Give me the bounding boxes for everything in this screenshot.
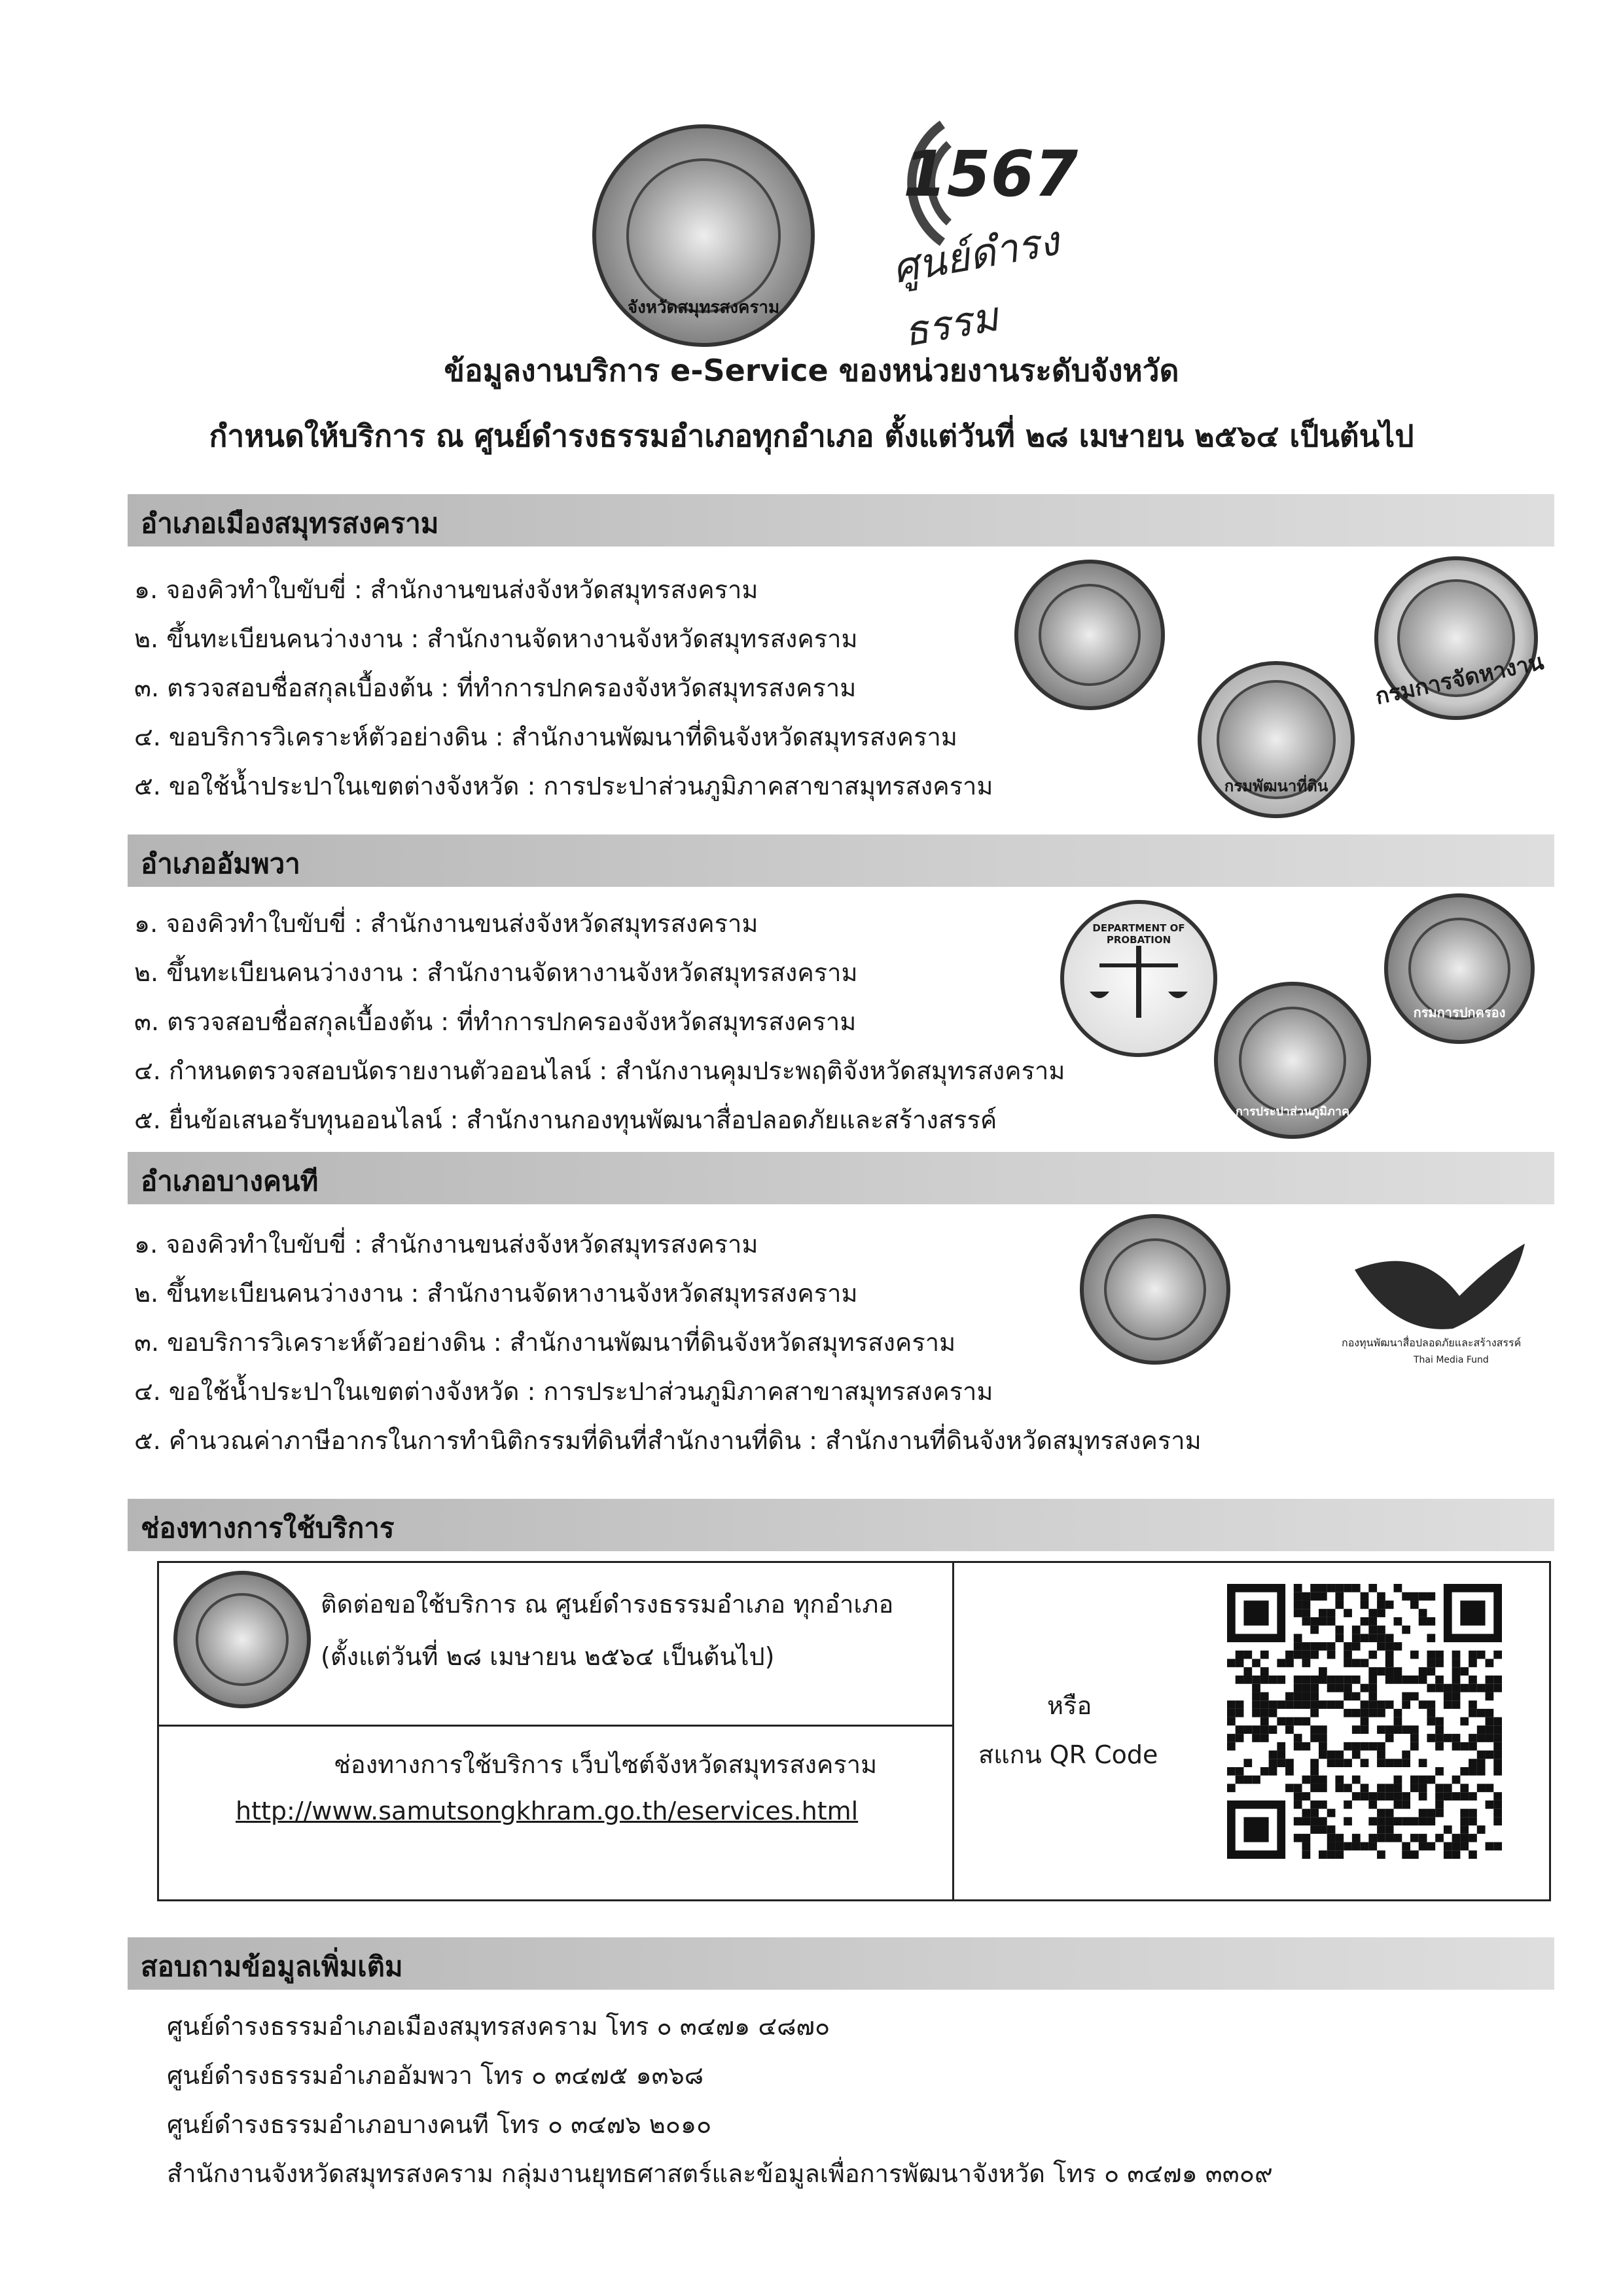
list-item: ๑. จองคิวทำใบขับขี่ : สำนักงานขนส่งจังหวัดสมุทรสงคราม bbox=[134, 575, 758, 604]
thai-media-fund-caption-en: Thai Media Fund bbox=[1414, 1355, 1489, 1365]
dlt-seal bbox=[1014, 560, 1165, 710]
qr-code[interactable] bbox=[1227, 1584, 1502, 1859]
section-heading-channels: ช่องทางการใช้บริการ bbox=[141, 1512, 395, 1544]
contact-line-1: ติดต่อขอใช้บริการ ณ ศูนย์ดำรงธรรมอำเภอ ทุกอำเภอ bbox=[321, 1590, 894, 1619]
qr-code-image bbox=[1227, 1584, 1502, 1859]
section-heading-bar-bangkhonthi bbox=[128, 1152, 1554, 1204]
dopa-seal bbox=[1384, 893, 1535, 1044]
inquiry-line: ศูนย์ดำรงธรรมอำเภออัมพวา โทร ๐ ๓๔๗๕ ๑๓๖๘ bbox=[167, 2061, 704, 2090]
dopa-seal-caption: กรมการปกครอง bbox=[1413, 1005, 1506, 1020]
inquiry-line: สำนักงานจังหวัดสมุทรสงคราม กลุ่มงานยุทธศาสตร์และข้อมูลเพื่อการพัฒนาจังหวัด โทร ๐ ๓๔๗๑ ๓๓๐๙ bbox=[167, 2159, 1273, 2188]
list-item: ๓. ตรวจสอบชื่อสกุลเบื้องต้น : ที่ทำการปกครองจังหวัดสมุทรสงคราม bbox=[134, 673, 857, 702]
scales-of-justice-icon bbox=[1060, 900, 1217, 1057]
list-item: ๕. ขอใช้น้ำประปาในเขตต่างจังหวัด : การประปาส่วนภูมิภาคสาขาสมุทรสงคราม bbox=[134, 772, 993, 800]
province-seal bbox=[592, 124, 815, 347]
or-label: หรือ bbox=[1047, 1691, 1092, 1720]
list-item: ๒. ขึ้นทะเบียนคนว่างงาน : สำนักงานจัดหางานจังหวัดสมุทรสงคราม bbox=[134, 624, 858, 653]
section-heading-bar-mueang bbox=[128, 494, 1554, 547]
dove-icon bbox=[1342, 1230, 1538, 1348]
list-item: ๑. จองคิวทำใบขับขี่ : สำนักงานขนส่งจังหวัดสมุทรสงคราม bbox=[134, 909, 758, 938]
dol-seal bbox=[1080, 1214, 1230, 1365]
list-item: ๕. ยื่นข้อเสนอรับทุนออนไลน์ : สำนักงานกองทุนพัฒนาสื่อปลอดภัยและสร้างสรรค์ bbox=[134, 1105, 997, 1134]
channels-box-divider-horizontal bbox=[157, 1725, 954, 1727]
list-item: ๓. ตรวจสอบชื่อสกุลเบื้องต้น : ที่ทำการปกครองจังหวัดสมุทรสงคราม bbox=[134, 1007, 857, 1036]
thai-media-fund-logo bbox=[1342, 1230, 1538, 1381]
inquiry-line: ศูนย์ดำรงธรรมอำเภอเมืองสมุทรสงคราม โทร ๐ ๓๔๗๑ ๔๘๗๐ bbox=[167, 2012, 830, 2041]
ldd-seal-caption: กรมพัฒนาที่ดิน bbox=[1224, 777, 1329, 795]
list-item: ๑. จองคิวทำใบขับขี่ : สำนักงานขนส่งจังหวัดสมุทรสงคราม bbox=[134, 1230, 758, 1259]
section-heading-inquiry: สอบถามข้อมูลเพิ่มเติม bbox=[141, 1950, 403, 1982]
list-item: ๔. ขอบริการวิเคราะห์ตัวอย่างดิน : สำนักงานพัฒนาที่ดินจังหวัดสมุทรสงคราม bbox=[134, 723, 957, 751]
province-seal-emblem bbox=[626, 158, 781, 313]
province-seal-caption: จังหวัดสมุทรสงคราม bbox=[627, 298, 780, 317]
pwa-seal-caption: การประปาส่วนภูมิภาค bbox=[1235, 1105, 1350, 1119]
section-heading-mueang: อำเภอเมืองสมุทรสงคราม bbox=[141, 507, 439, 539]
probation-seal bbox=[1060, 900, 1217, 1057]
thai-media-fund-caption-th: กองทุนพัฒนาสื่อปลอดภัยและสร้างสรรค์ bbox=[1342, 1336, 1522, 1349]
list-item: ๓. ขอบริการวิเคราะห์ตัวอย่างดิน : สำนักงานพัฒนาที่ดินจังหวัดสมุทรสงคราม bbox=[134, 1328, 956, 1357]
doe-seal bbox=[1373, 556, 1546, 720]
list-item: ๔. ขอใช้น้ำประปาในเขตต่างจังหวัด : การประปาส่วนภูมิภาคสาขาสมุทรสงคราม bbox=[134, 1377, 993, 1406]
logo-1567-number: 1567 bbox=[903, 137, 1079, 211]
scan-qr-label: สแกน QR Code bbox=[978, 1740, 1158, 1769]
section-heading-bar-channels bbox=[128, 1499, 1554, 1551]
section-heading-amphawa: อำเภออัมพวา bbox=[141, 848, 300, 880]
page-subtitle: กำหนดให้บริการ ณ ศูนย์ดำรงธรรมอำเภอทุกอำเภอ ตั้งแต่วันที่ ๒๘ เมษายน ๒๕๖๔ เป็นต้นไป bbox=[209, 418, 1414, 454]
list-item: ๕. คำนวณค่าภาษีอากรในการทำนิติกรรมที่ดินที่สำนักงานที่ดิน : สำนักงานที่ดินจังหวัดสมุทรสงคราม bbox=[134, 1426, 1202, 1455]
section-heading-bar-amphawa bbox=[128, 834, 1554, 887]
website-link[interactable]: http://www.samutsongkhram.go.th/eservices.html bbox=[236, 1797, 859, 1825]
probation-seal-caption: DEPARTMENT OF PROBATION bbox=[1092, 922, 1185, 946]
page-title: ข้อมูลงานบริการ e-Service ของหน่วยงานระดับจังหวัด bbox=[444, 353, 1179, 388]
inquiry-line: ศูนย์ดำรงธรรมอำเภอบางคนที โทร ๐ ๓๔๗๖ ๒๐๑๐ bbox=[167, 2110, 712, 2139]
list-item: ๔. กำหนดตรวจสอบนัดรายงานตัวออนไลน์ : สำนักงานคุมประพฤติจังหวัดสมุทรสงคราม bbox=[134, 1056, 1065, 1085]
channels-box-divider-vertical bbox=[952, 1561, 954, 1901]
list-item: ๒. ขึ้นทะเบียนคนว่างงาน : สำนักงานจัดหางานจังหวัดสมุทรสงคราม bbox=[134, 958, 858, 987]
website-label: ช่องทางการใช้บริการ เว็บไซต์จังหวัดสมุทรสงคราม bbox=[334, 1750, 878, 1779]
damrongdhama-1567-logo bbox=[864, 105, 1139, 356]
ldd-seal bbox=[1198, 661, 1355, 818]
list-item: ๒. ขึ้นทะเบียนคนว่างงาน : สำนักงานจัดหางานจังหวัดสมุทรสงคราม bbox=[134, 1279, 858, 1308]
doe-seal-caption: กรมการจัดหางาน bbox=[1373, 649, 1546, 710]
pwa-seal bbox=[1214, 982, 1371, 1139]
province-seal-small bbox=[173, 1571, 311, 1708]
section-heading-bangkhonthi: อำเภอบางคนที bbox=[141, 1165, 319, 1197]
contact-line-2: (ตั้งแต่วันที่ ๒๘ เมษายน ๒๕๖๔ เป็นต้นไป) bbox=[321, 1642, 775, 1671]
logo-1567-caption: ศูนย์ดำรงธรรม bbox=[888, 216, 1063, 356]
section-heading-bar-inquiry bbox=[128, 1937, 1554, 1990]
